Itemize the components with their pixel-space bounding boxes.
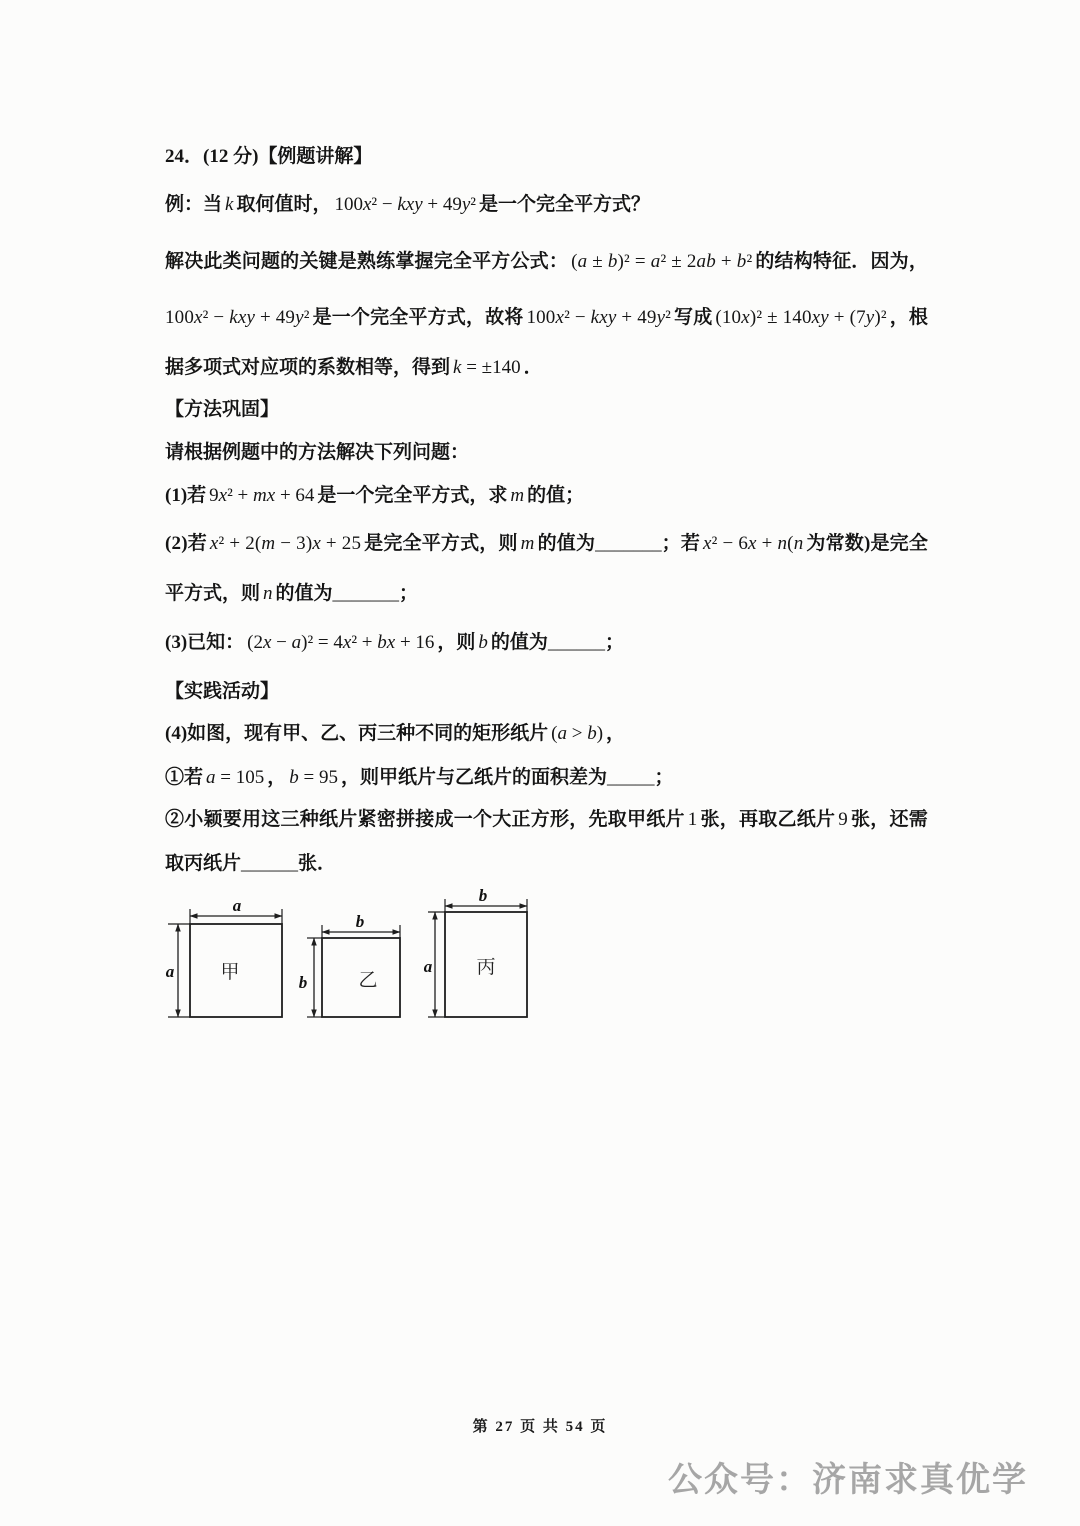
math-variable: b [736,251,747,272]
text-run: ，则 [437,632,476,653]
math-variable: k [229,307,238,328]
card-jia-height-label: a [165,962,175,981]
question-header [165,145,372,169]
section-title: 【例题讲解】 [258,146,373,167]
answer-blank: _______ [595,533,662,554]
math-variable: x [599,307,608,328]
card-bing-width-label: b [478,886,488,905]
text-run: ； [654,767,674,788]
math-variable: x [555,307,565,328]
math-expression [478,632,488,653]
math-expression [521,533,535,554]
paper-cards-figure [150,880,550,1030]
example-solution-line-3 [165,356,543,380]
math-variable: b [587,723,597,744]
problem-4-part-2-line-2 [165,852,336,876]
math-variable: x [703,533,712,554]
math-variable: m [261,533,276,554]
math-variable: k [590,307,600,328]
math-expression: x² − 6x + n(n [703,533,804,554]
section-title: 【实践活动】 [165,681,280,702]
problem-2-line-1 [165,532,928,556]
math-expression: a = 105 [206,767,265,788]
card-bing-height-label: a [423,957,433,976]
text-run: 张，再取乙纸片 [700,809,836,830]
math-variable: x [741,307,750,328]
math-variable: x [194,307,203,328]
math-variable: y [246,307,256,328]
text-run: ； [399,583,419,604]
card-bing-name: 丙 [476,956,496,978]
card-yi-name: 乙 [358,969,378,991]
math-expression: (10x)² ± 140xy + (7y)² [715,307,887,328]
math-variable: a [557,723,567,744]
text-run: (3)已知： [165,632,245,653]
text-run: 据多项式对应项的系数相等，得到 [165,357,451,378]
section-title: 【方法巩固】 [165,399,280,420]
card-yi-height-label: b [298,973,308,992]
text-run: 是完全平方式，则 [364,533,518,554]
text-run: 的值为 [490,632,548,653]
text-run: ①若 [165,767,204,788]
math-variable: x [237,307,247,328]
card-jia [166,896,282,1017]
answer-blank: _____ [606,767,655,788]
text-run: ，则甲纸片与乙纸片的面积差为 [340,767,607,788]
math-variable: a [577,251,588,272]
math-expression: 1 [687,809,698,830]
math-expression [225,194,233,215]
text-run: 为常数)是完全 [806,533,929,554]
example-solution-line-1 [165,250,928,274]
math-variable: x [748,533,757,554]
math-variable: b [706,251,716,272]
text-run: 写成 [674,307,713,328]
text-run: (1)若 [165,485,207,506]
math-expression: (a > b) [551,723,604,744]
card-jia-name: 甲 [220,961,240,983]
card-yi-width-label: b [355,912,365,931]
text-run: 的值； [527,485,585,506]
problem-4-part-1 [165,766,674,790]
text-run: (4)如图，现有甲、乙、丙三种不同的矩形纸片 [165,723,549,744]
math-variable: a [206,767,216,788]
math-variable: x [218,485,228,506]
page-footer: 第 27 页 共 54 页 [472,1419,608,1435]
text-run: 的值为 [275,583,333,604]
math-variable: m [520,533,535,554]
example-solution-line-2 [165,306,928,330]
text-run: 张． [298,853,337,874]
text-run: 张，还需 [850,809,928,830]
problem-3 [165,631,624,655]
math-variable: n [777,533,788,554]
text-run: 的结构特征．因为， [755,251,929,272]
math-variable: y [461,194,471,215]
section-heading-practice [165,680,279,704]
text-run: 取何值时， [236,194,332,215]
problem-4-part-2-line-1 [165,808,928,832]
math-expression [510,485,524,506]
math-expression: 100x² − kxy + 49y² [334,194,476,215]
math-variable: m [253,485,267,506]
math-expression: x² + 2(m − 3)x + 25 [209,533,362,554]
card-bing [424,886,527,1017]
math-variable: a [650,251,661,272]
problem-2-line-2 [165,582,418,606]
math-variable: m [510,485,525,506]
math-variable: k [397,194,406,215]
math-variable: b [478,632,488,653]
text-run: (2)若 [165,533,207,554]
example-prompt [165,193,650,217]
text-run: ， [267,767,287,788]
math-variable: a [696,251,707,272]
text-run: 是一个完全平方式，故将 [312,307,524,328]
text-run: 取丙纸片 [165,853,242,874]
answer-blank: ______ [547,632,605,653]
math-variable: x [386,632,396,653]
math-variable: a [291,632,302,653]
problem-1 [165,484,584,508]
math-variable: k [225,194,234,215]
math-variable: x [312,533,321,554]
math-variable: b [289,767,299,788]
math-expression: 100x² − kxy + 49y² [526,307,672,328]
math-expression: 9 [838,809,848,830]
math-variable: x [342,632,352,653]
card-jia-width-label: a [232,896,242,915]
text-run: 平方式，则 [165,583,261,604]
text-run: 的值为 [537,533,596,554]
math-variable: x [209,533,219,554]
text-run: 是一个完全平方式，求 [317,485,508,506]
text-run: ； [604,632,624,653]
math-expression: (2x − a)² = 4x² + bx + 16 [247,632,435,653]
math-expression: 9x² + mx + 64 [209,485,315,506]
math-variable: k [453,357,462,378]
math-variable: n [793,533,804,554]
text-run: 例：当 [165,194,223,215]
math-variable: x [262,632,272,653]
text-run: 请根据例题中的方法解决下列问题： [165,442,470,463]
answer-blank: ______ [241,853,299,874]
math-variable: n [263,583,273,604]
method-instruction [165,441,469,465]
question-number: 24．(12 分) [165,146,259,167]
section-heading-method [165,398,279,422]
watermark: 公众号：济南求真优学 [668,1460,1028,1500]
text-run: ，根 [889,307,929,328]
math-variable: b [607,251,618,272]
text-run: ， [606,723,626,744]
math-variable: y [414,194,423,215]
text-run: 是一个完全平方式？ [479,194,651,215]
math-expression: (a ± b)² = a² ± 2ab + b² [571,251,753,272]
math-expression: k = ±140 [453,357,521,378]
math-variable: b [377,632,387,653]
math-variable: x [266,485,276,506]
math-variable: y [865,307,875,328]
math-variable: y [656,307,666,328]
math-variable: y [820,307,829,328]
text-run: 解决此类问题的关键是熟练掌握完全平方公式： [165,251,569,272]
card-yi [299,912,400,1017]
math-expression: b = 95 [289,767,338,788]
text-run: ；若 [661,533,701,554]
math-variable: x [362,194,372,215]
math-variable: y [295,307,304,328]
math-variable: x [405,194,415,215]
math-variable: x [811,307,821,328]
problem-4-intro [165,722,625,746]
math-expression [263,583,273,604]
math-variable: y [607,307,617,328]
answer-blank: _______ [332,583,400,604]
text-run: ②小颖要用这三种纸片紧密拼接成一个大正方形，先取甲纸片 [165,809,685,830]
text-run: ． [523,357,543,378]
math-expression: 100x² − kxy + 49y² [165,307,310,328]
